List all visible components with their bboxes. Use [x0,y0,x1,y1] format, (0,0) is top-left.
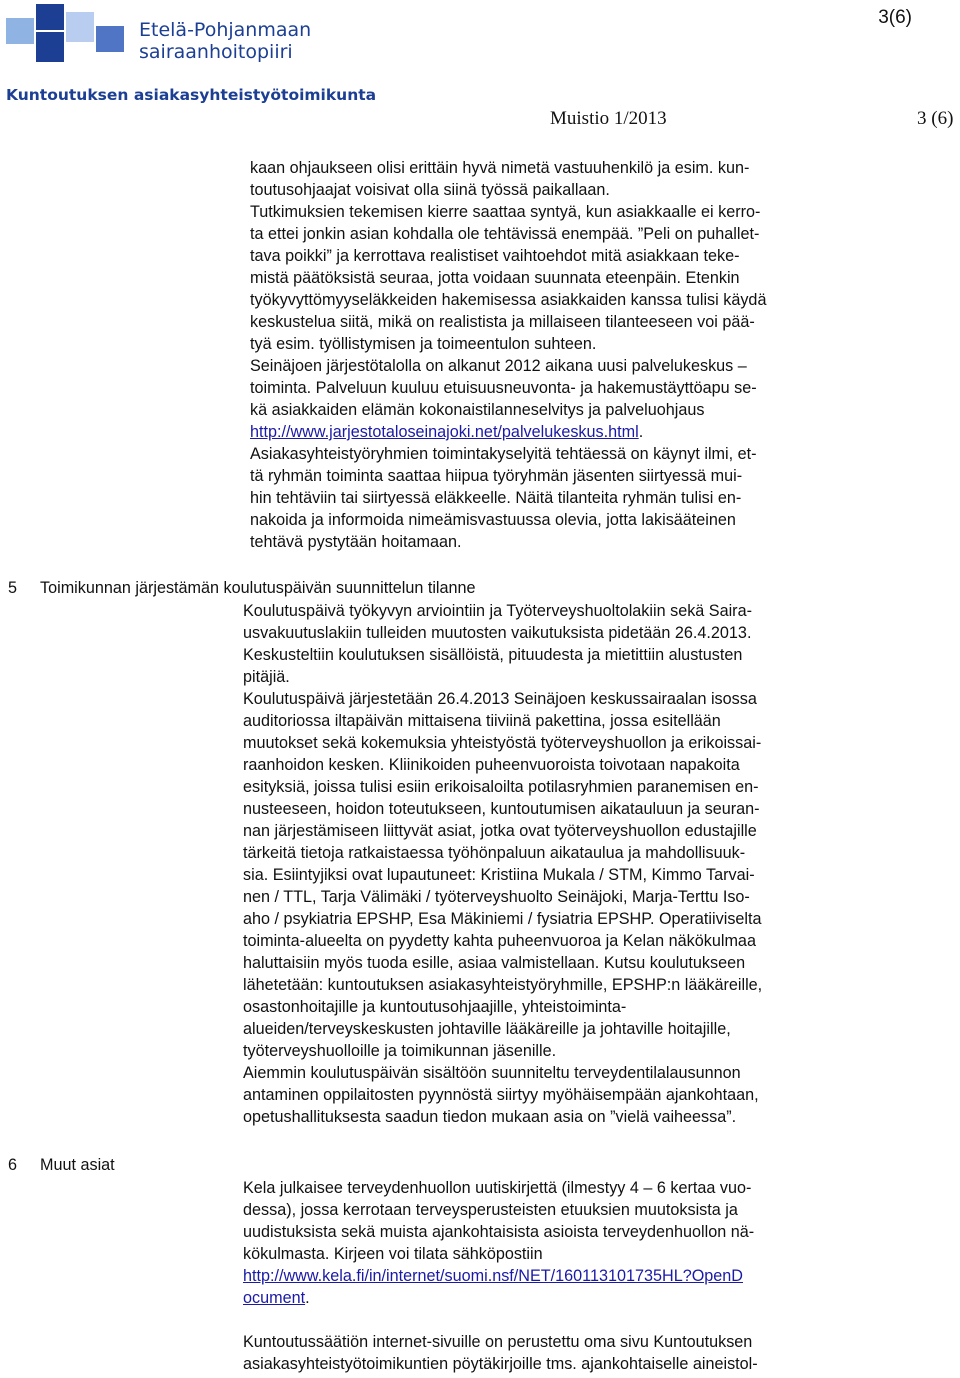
text-line: kökulmasta. Kirjeen voi tilata sähköpostiin [243,1245,543,1263]
text-line: nen / TTL, Tarja Välimäki / työterveyshuolto Seinäjoki, Marja-Terttu Iso- [243,888,750,906]
text-line: raanhoidon kesken. Kliinikoiden puheenvuoroista toivotaan napakoita [243,756,740,774]
section-title: Muut asiat [40,1156,115,1174]
text-line: Asiakasyhteistyöryhmien toimintakyselyitä tehtäessä on käynyt ilmi, et- [250,445,757,463]
palvelukeskus-link[interactable]: http://www.jarjestotaloseinajoki.net/palvelukeskus.html [250,423,639,441]
text-line: opetushallituksesta saadun tiedon mukaan asia on ”vielä vaiheessa”. [243,1108,737,1126]
text-line: tyä esim. työllistymisen ja toimeentulon suhteen. [250,335,597,353]
paragraph-block-2 [243,600,762,1128]
committee-name: Kuntoutuksen asiakasyhteistyötoimikunta [6,86,377,104]
text-line: tärkeitä tietoja ratkaistaessa työhönpaluun aikataulua ja mahdollisuuk- [243,844,746,862]
paragraph-block-1 [250,157,766,553]
memo-page-number: 3 (6) [917,108,954,129]
text-line: antaminen oppilaitosten pyynnöstä siirtyy myöhäisempään ajankohtaan, [243,1086,759,1104]
text-line: työkyvyttömyyseläkkeiden hakemisessa asiakkaiden kanssa tulisi käydä [250,291,767,309]
text-line: dessa), jossa kerrotaan terveysperusteisten etuuksien muutoksista ja [243,1201,738,1219]
text-line: sia. Esiintyjiksi ovat lupautuneet: Kristiina Mukala / STM, Kimmo Tarvai- [243,866,755,884]
org-name-line1: Etelä-Pohjanmaan [139,19,312,41]
page-number-top: 3(6) [878,7,912,28]
text-line: aho / psykiatria EPSHP, Esa Mäkiniemi / fysiatria EPSHP. Operatiiviselta [243,910,762,928]
text-line: muutokset sekä kokemuksia yhteistyöstä työterveyshuollon ja erikoissai- [243,734,762,752]
kela-newsletter-link[interactable]: http://www.kela.fi/in/internet/suomi.nsf/NET/160113101735HL?OpenD [243,1267,743,1285]
text-line: toiminta. Palveluun kuuluu etuisuusneuvonta- ja hakemustäyttöapu se- [250,379,757,397]
link-trailing-period: . [305,1289,310,1307]
text-line [243,1265,754,1287]
text-line: Keskusteltiin koulutuksen sisällöistä, pituudesta ja mietittiin alustusten [243,646,743,664]
text-line: haluttaisiin myös tuoda esille, asiaa valmistellaan. Kutsu koulutukseen [243,954,746,972]
text-line: hin tehtäviin tai siirtyessä eläkkeelle. Näitä tilanteita ryhmän tulisi en- [250,489,742,507]
text-line: tava poikki” ja kerrottava realistiset vaihtoehdot mitä asiakkaan teke- [250,247,740,265]
paragraph-block-3 [243,1177,754,1309]
text-line: nan järjestämiseen liittyvät asiat, jotka ovat työterveyshuollon edustajille [243,822,757,840]
text-line: nusteeseen, hoidon toteutukseen, kuntoutumisen aikatauluun ja seuran- [243,800,760,818]
section-title: Toimikunnan järjestämän koulutuspäivän suunnittelun tilanne [40,579,476,597]
text-line: uudistuksista sekä muista ajankohtaisista asioista terveydenhuollon nä- [243,1223,755,1241]
kela-newsletter-link-cont[interactable]: ocument [243,1289,306,1307]
text-line [250,421,766,443]
memo-title: Muistio 1/2013 [550,108,667,129]
text-line [243,1287,754,1309]
text-line: Aiemmin koulutuspäivän sisältöön suunniteltu terveydentilalausunnon [243,1064,741,1082]
text-line: mistä päätöksistä seuraa, jotta voidaan suunnata eteenpäin. Etenkin [250,269,740,287]
text-line: tä ryhmän toiminta saattaa hiipua työryhmän jäsenten siirtyessä mui- [250,467,743,485]
text-line: asiakasyhteistyötoimikuntien pöytäkirjoille tms. ajankohtaiselle aineistol- [243,1355,758,1373]
hospital-district-logo [6,4,128,64]
text-line: lähetetään: kuntoutuksen asiakasyhteistyöryhmille, EPSHP:n lääkäreille, [243,976,763,994]
text-line: pitäjiä. [243,668,290,686]
text-line: tehtävä pystytään hoitamaan. [250,533,462,551]
text-line: auditoriossa iltapäivän mittaisena tiiviinä pakettina, jossa esitellään [243,712,721,730]
text-line: toutusohjaajat voisivat olla siinä työssä paikallaan. [250,181,610,199]
link-trailing-period: . [638,423,644,441]
text-line: esityksiä, joissa tulisi esiin erikoisaloilta potilasryhmien paranemisen en- [243,778,759,796]
section-6-heading [8,1154,115,1176]
text-line: toiminta-alueelta on pyydetty kahta puheenvuoroa ja Kelan näkökulmaa [243,932,756,950]
text-line: ta ettei jonkin asian kohdalla ole tehtävissä enempää. ”Peli on puhallet- [250,225,760,243]
organization-name [139,19,311,63]
text-line: kaan ohjaukseen olisi erittäin hyvä nimetä vastuuhenkilö ja esim. kun- [250,159,750,177]
text-line: Kuntoutussäätiön internet-sivuille on perustettu oma sivu Kuntoutuksen [243,1333,753,1351]
text-line: kä asiakkaiden elämän kokonaistilanneselvitys ja palveluohjaus [250,401,705,419]
text-line: alueiden/terveyskeskusten johtaville lääkäreille ja johtaville hoitajille, [243,1020,731,1038]
section-number: 5 [8,579,18,597]
text-line: nakoida ja informoida nimeämisvastuussa olevia, jotta lakisääteinen [250,511,736,529]
text-line: usvakuutuslakiin tulleiden muutosten vaikutuksista pidetään 26.4.2013. [243,624,752,642]
text-line: Seinäjoen järjestötalolla on alkanut 2012 aikana uusi palvelukeskus – [250,357,747,375]
section-5-heading [8,577,476,599]
text-line: Koulutuspäivä työkyvyn arviointiin ja Työterveyshuoltolakiin sekä Saira- [243,602,752,620]
text-line: työterveyshuolloille ja toimikunnan jäsenille. [243,1042,557,1060]
text-line: Kela julkaisee terveydenhuollon uutiskirjettä (ilmestyy 4 – 6 kertaa vuo- [243,1179,752,1197]
text-line: osastonhoitajille ja kuntoutusohjaajille, yhteistoiminta- [243,998,627,1016]
org-name-line2: sairaanhoitopiiri [139,41,293,63]
text-line: keskustelua siitä, mikä on realistista ja millaiseen tilanteeseen voi pää- [250,313,755,331]
text-line: Koulutuspäivä järjestetään 26.4.2013 Seinäjoen keskussairaalan isossa [243,690,757,708]
section-number: 6 [8,1156,18,1174]
text-line: Tutkimuksien tekemisen kierre saattaa syntyä, kun asiakkaalle ei kerro- [250,203,761,221]
paragraph-block-4 [243,1331,758,1375]
